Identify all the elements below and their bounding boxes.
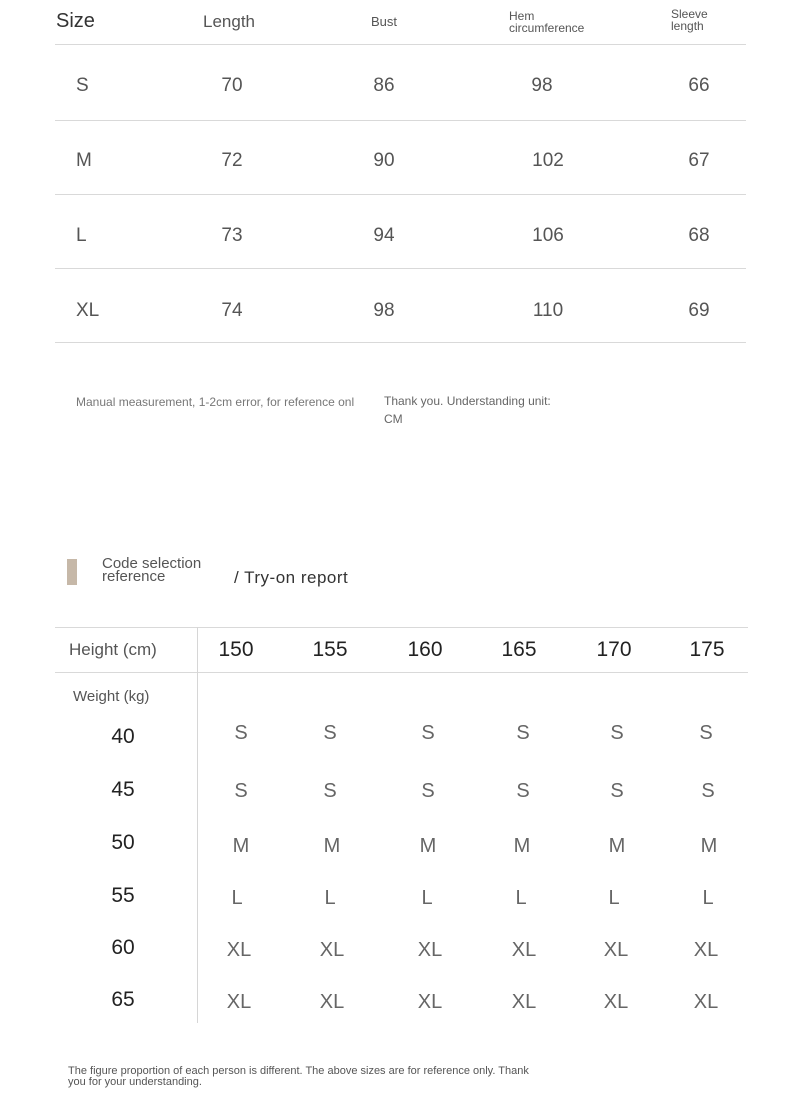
hem-cell: 106 <box>532 225 564 246</box>
section-subtitle: / Try-on report <box>234 568 349 587</box>
table-divider <box>55 627 748 628</box>
size-cell: M <box>76 150 92 171</box>
bust-cell: 94 <box>373 225 395 246</box>
length-cell: 72 <box>221 150 243 171</box>
size-cell: L <box>76 225 87 246</box>
height-value: 155 <box>312 638 348 661</box>
size-recommendation: XL <box>417 991 443 1013</box>
height-value: 170 <box>596 638 632 661</box>
measurement-note: Manual measurement, 1-2cm error, for reference onl <box>76 395 355 409</box>
length-cell: 70 <box>221 75 243 96</box>
size-recommendation: M <box>608 835 626 857</box>
height-value: 160 <box>407 638 443 661</box>
size-recommendation: L <box>608 887 620 909</box>
weight-value: 60 <box>111 936 135 959</box>
header-size: Size <box>56 10 95 32</box>
size-recommendation: S <box>699 722 713 744</box>
section-marker <box>67 559 77 585</box>
size-recommendation: L <box>421 887 433 909</box>
length-cell: 73 <box>221 225 243 246</box>
size-recommendation: L <box>702 887 714 909</box>
size-recommendation: L <box>231 887 243 909</box>
table-divider <box>55 268 746 269</box>
size-recommendation: M <box>700 835 718 857</box>
column-divider <box>197 627 198 1023</box>
size-recommendation: S <box>516 722 530 744</box>
size-recommendation: XL <box>693 991 719 1013</box>
height-value: 175 <box>689 638 725 661</box>
size-recommendation: S <box>516 780 530 802</box>
size-recommendation: XL <box>417 939 443 961</box>
weight-header: Weight (kg) <box>73 688 150 705</box>
size-recommendation: M <box>419 835 437 857</box>
size-recommendation: XL <box>226 939 252 961</box>
size-recommendation: XL <box>603 939 629 961</box>
header-hem-circumference: Hem circumference <box>509 9 585 35</box>
bust-cell: 98 <box>373 300 395 321</box>
size-recommendation: XL <box>693 939 719 961</box>
size-recommendation: S <box>421 722 435 744</box>
table-divider <box>55 194 746 195</box>
sleeve-cell: 67 <box>688 150 710 171</box>
size-recommendation: M <box>513 835 531 857</box>
size-recommendation: S <box>234 722 248 744</box>
header-sleeve-length: Sleeve length <box>671 7 708 33</box>
size-recommendation: S <box>421 780 435 802</box>
size-cell: XL <box>76 300 100 321</box>
weight-value: 55 <box>111 884 135 907</box>
weight-value: 50 <box>111 831 135 854</box>
size-recommendation: S <box>610 722 624 744</box>
table-divider <box>55 44 746 45</box>
size-recommendation: M <box>323 835 341 857</box>
size-recommendation: M <box>232 835 250 857</box>
sleeve-cell: 66 <box>688 75 710 96</box>
header-length: Length <box>203 12 255 31</box>
thanks-note: Thank you. Understanding unit: <box>384 394 551 408</box>
table-divider <box>55 672 748 673</box>
size-recommendation: S <box>323 722 337 744</box>
size-recommendation: XL <box>511 991 537 1013</box>
hem-cell: 98 <box>531 75 553 96</box>
table-divider <box>55 342 746 343</box>
size-recommendation: XL <box>511 939 537 961</box>
size-recommendation: XL <box>603 991 629 1013</box>
footer-note: The figure proportion of each person is different. The above sizes are for reference only. Thank you for your understanding. <box>68 1065 529 1088</box>
size-recommendation: XL <box>319 991 345 1013</box>
size-recommendation: L <box>515 887 527 909</box>
sleeve-cell: 69 <box>688 300 710 321</box>
bust-cell: 90 <box>373 150 395 171</box>
unit-note: CM <box>384 412 403 426</box>
height-header: Height (cm) <box>69 640 157 659</box>
size-recommendation: XL <box>319 939 345 961</box>
size-recommendation: L <box>324 887 336 909</box>
weight-value: 40 <box>111 725 135 748</box>
weight-value: 65 <box>111 988 135 1011</box>
size-cell: S <box>76 75 89 96</box>
height-value: 165 <box>501 638 537 661</box>
size-recommendation: XL <box>226 991 252 1013</box>
hem-cell: 102 <box>532 150 564 171</box>
header-bust: Bust <box>371 14 398 29</box>
weight-value: 45 <box>111 778 135 801</box>
size-recommendation: S <box>234 780 248 802</box>
size-recommendation: S <box>323 780 337 802</box>
sleeve-cell: 68 <box>688 225 710 246</box>
size-recommendation: S <box>701 780 715 802</box>
hem-cell: 110 <box>532 300 564 321</box>
height-value: 150 <box>218 638 254 661</box>
size-recommendation: S <box>610 780 624 802</box>
table-divider <box>55 120 746 121</box>
bust-cell: 86 <box>373 75 395 96</box>
length-cell: 74 <box>221 300 243 321</box>
section-title: Code selection reference <box>102 555 202 585</box>
